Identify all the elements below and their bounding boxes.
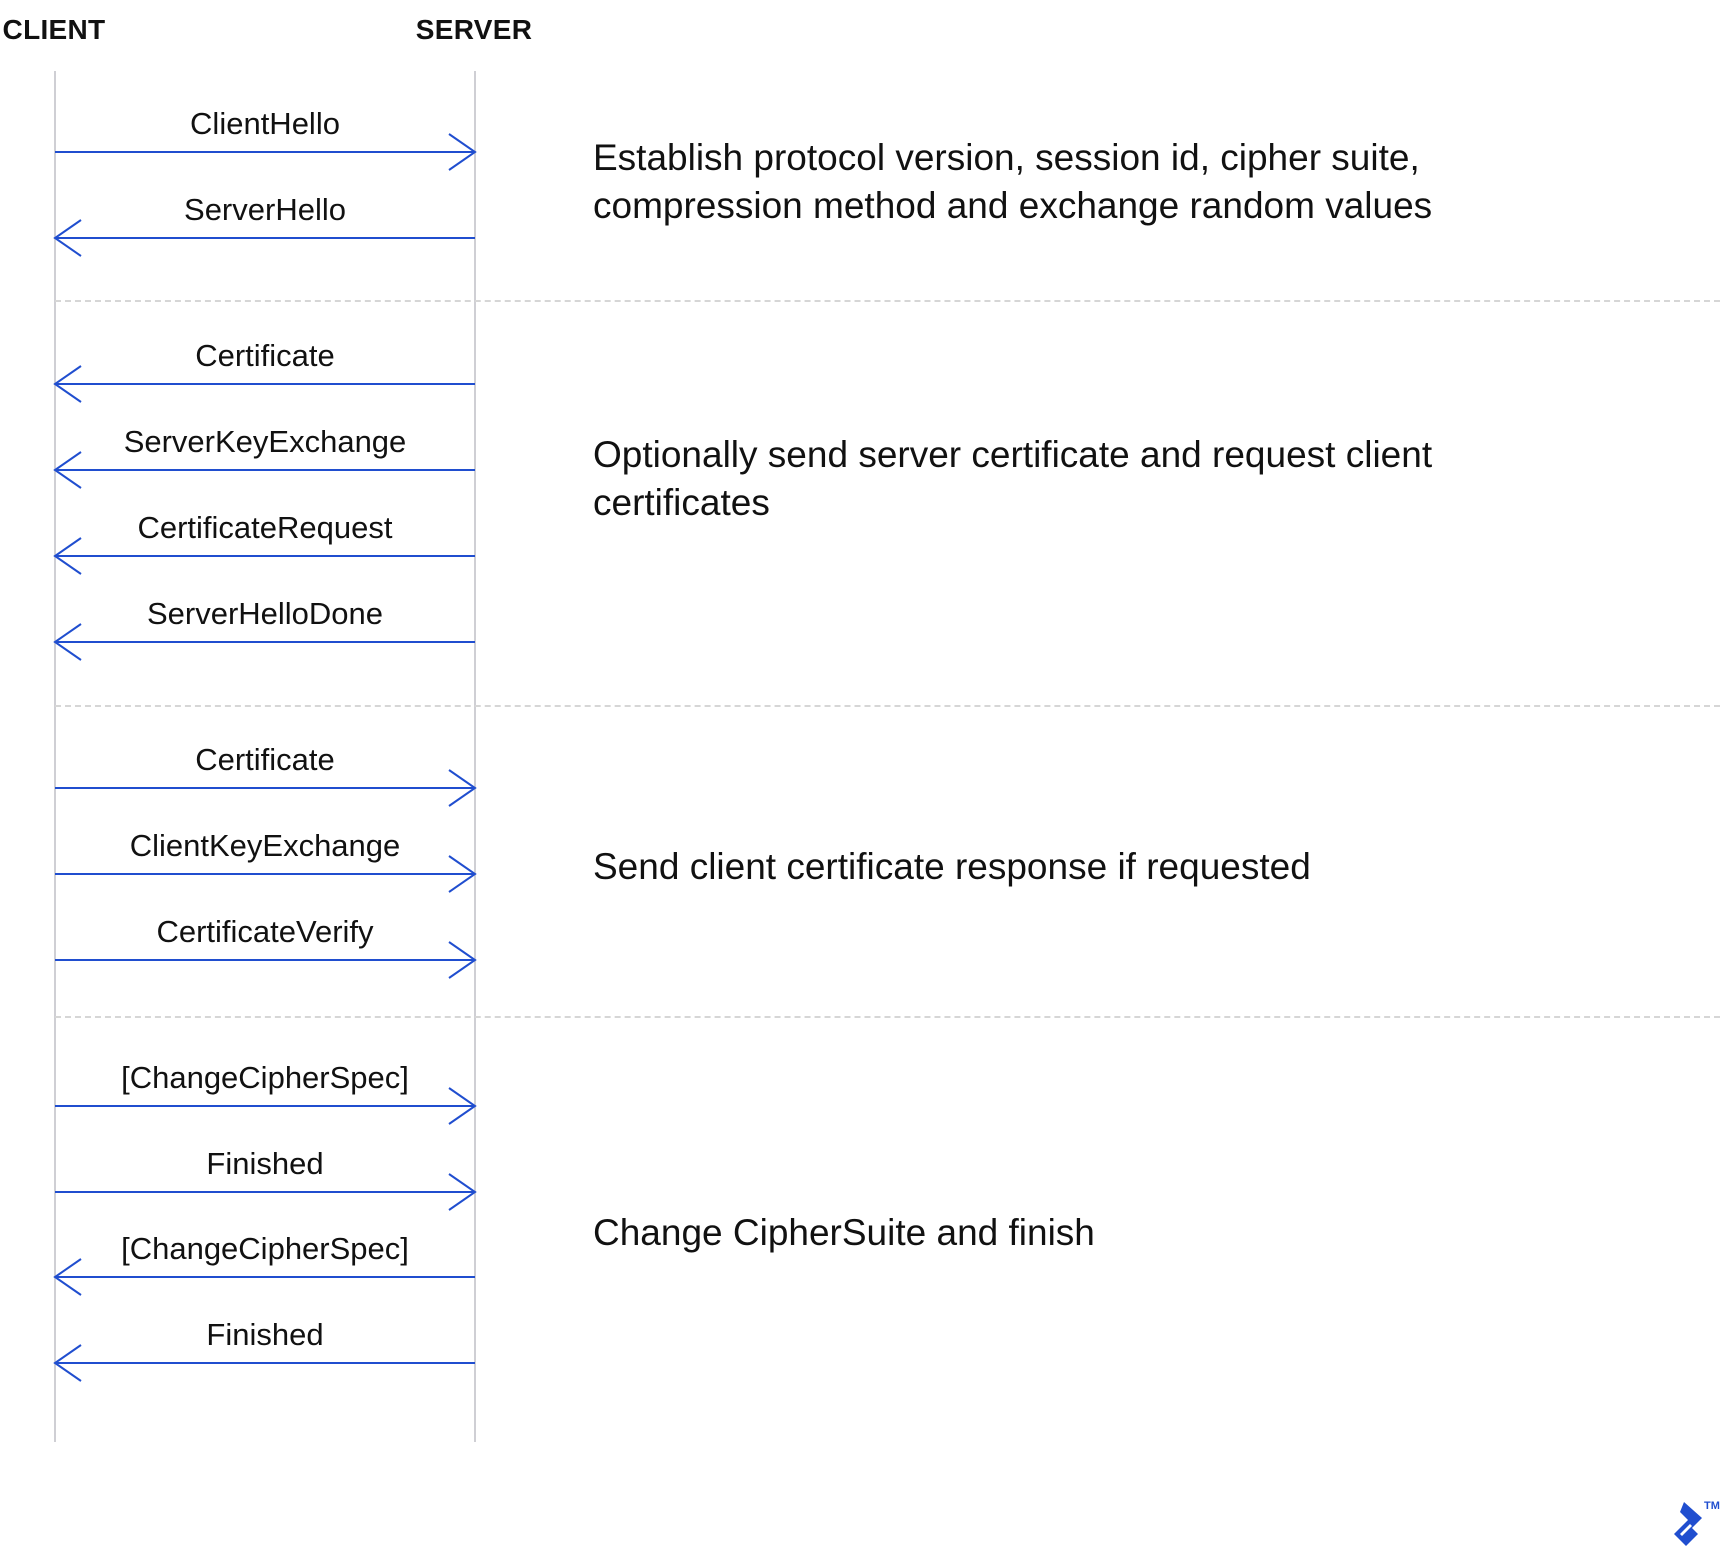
section-description-finish <box>593 1209 1095 1257</box>
arrow-right-icon <box>51 1170 481 1214</box>
arrow-left-icon <box>51 1255 481 1299</box>
arrow-left-icon <box>51 534 481 578</box>
message-label: ServerHello <box>184 192 346 227</box>
description-line: Optionally send server certificate and request client <box>593 434 1433 475</box>
section-description-client-certificate <box>593 843 1311 891</box>
arrow-right-icon <box>51 1084 481 1128</box>
description-line: certificates <box>593 482 770 523</box>
message-label: Certificate <box>195 742 335 777</box>
arrow-left-icon <box>51 620 481 664</box>
section-description-hello <box>593 134 1432 230</box>
message-server-hello <box>55 192 475 298</box>
toptal-logo-icon <box>1672 1500 1706 1548</box>
message-label: [ChangeCipherSpec] <box>121 1060 409 1095</box>
message-label: Finished <box>206 1146 324 1181</box>
message-label: ClientKeyExchange <box>129 828 401 863</box>
arrow-right-icon <box>51 852 481 896</box>
section-separator <box>55 705 1720 707</box>
message-server-hello-done <box>55 596 475 702</box>
arrow-right-icon <box>51 766 481 810</box>
message-label: ClientHello <box>190 106 340 141</box>
arrow-left-icon <box>51 1341 481 1385</box>
description-line: Send client certificate response if requested <box>593 846 1311 887</box>
arrow-left-icon <box>51 448 481 492</box>
message-label: ServerHelloDone <box>146 596 384 631</box>
message-label: ServerKeyExchange <box>123 424 407 459</box>
arrow-left-icon <box>51 362 481 406</box>
trademark-label: TM <box>1704 1500 1720 1512</box>
message-label: Certificate <box>195 338 335 373</box>
section-description-server-certificate <box>593 431 1432 527</box>
section-separator <box>55 300 1720 302</box>
message-label: Finished <box>206 1317 324 1352</box>
message-server-finished <box>55 1317 475 1423</box>
message-label: CertificateRequest <box>137 510 393 545</box>
message-label: [ChangeCipherSpec] <box>121 1231 409 1266</box>
arrow-left-icon <box>51 216 481 260</box>
description-line: compression method and exchange random values <box>593 185 1433 226</box>
message-certificate-verify <box>55 914 475 1020</box>
arrow-right-icon <box>51 938 481 982</box>
description-line: Change CipherSuite and finish <box>593 1212 1095 1253</box>
message-label: CertificateVerify <box>156 914 374 949</box>
description-line: Establish protocol version, session id, cipher suite, <box>593 137 1420 178</box>
arrow-right-icon <box>51 130 481 174</box>
client-actor-label: CLIENT <box>2 14 106 45</box>
server-actor-label: SERVER <box>415 14 533 45</box>
